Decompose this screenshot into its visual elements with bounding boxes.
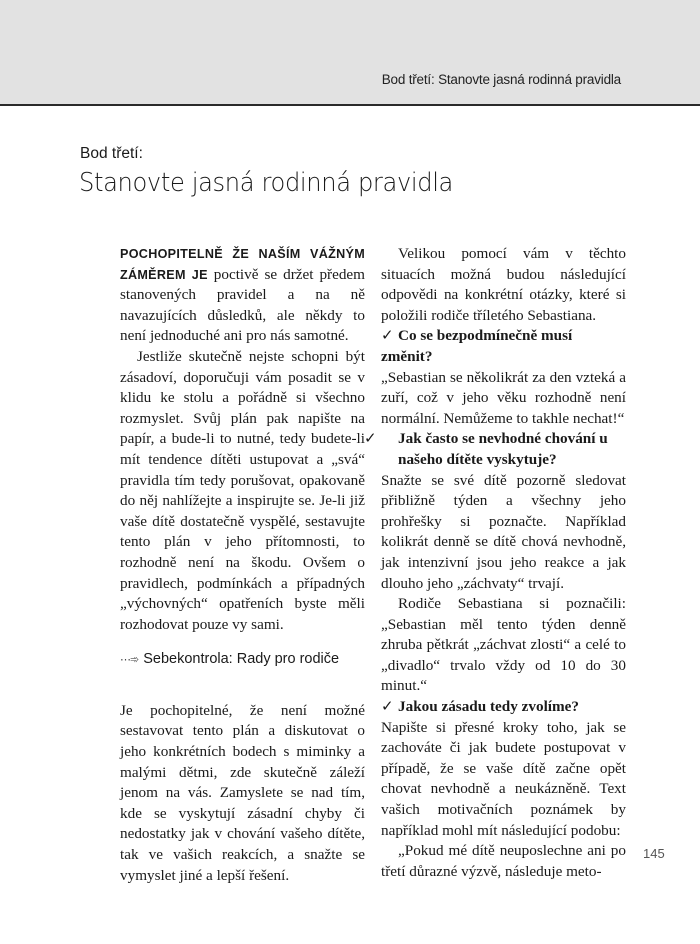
- paragraph-intro-text: poctivě se držet předem stanovených pravidel a na ně navazujících důsledků, ale někdy to není jednoduché ani pro nás samotné.: [120, 265, 365, 345]
- paragraph-questions-intro: Velikou pomocí vám v těchto situacích možná budou následující odpovědi na konkrétní otázky, které si položili rodiče tříletého Sebastiana.: [381, 245, 626, 324]
- answer-1: „Sebastian se několikrát za den vzteká a zuří, což v jeho věku rozhodně není normální. Nemůžeme to takhle nechat!“: [381, 368, 626, 427]
- running-header-band: [0, 0, 700, 106]
- answer-3: Napište si přesné kroky toho, jak se zachováte či jak budete postupovat v případě, že se vaše dítě začne opět chovat nevhodně a neukázněně. Text vašich motivačních poznámek by například mohl mít následující podobu:: [381, 718, 626, 839]
- left-column: [120, 244, 365, 886]
- lead-in-smallcaps: POCHOPITELNĚ ŽE NAŠÍM VÁŽNÝM ZÁMĚREM JE: [120, 247, 365, 282]
- chapter-kicker: Bod třetí:: [80, 145, 143, 162]
- paragraph-intro: [120, 244, 365, 347]
- running-head: Bod třetí: Stanovte jasná rodinná pravidla: [381, 72, 621, 87]
- checkmark-icon: ✓: [364, 430, 377, 448]
- page-number: 145: [643, 846, 665, 861]
- chapter-title: Stanovte jasná rodinná pravidla: [79, 168, 453, 198]
- paragraph-small-children: Je pochopitelné, že není možné sestavovat tento plán a diskutovat o jeho konkrétních bodech s miminky a malými dětmi, zde skutečně záleží jenom na vás. Zamyslete se nad tím, kde se vyskytují zásadní chyby či nedostatky jak v chování vašeho dítěte, tak ve vašich reakcích, a snažte se vymyslet jiné a lepší řešení.: [120, 701, 365, 884]
- subheading-self-control: [120, 649, 365, 671]
- question-1: [381, 326, 626, 367]
- question-2: [364, 429, 626, 470]
- answer-3-example: „Pokud mé dítě neuposlechne ani po třetí důrazné výzvě, následuje meto-: [381, 842, 626, 880]
- answer-2: Snažte se své dítě pozorně sledovat přibližně týden a všechny jeho prohřešky si poznačte. Například kolikrát denně se dítě chová nevhodně, jak intenzivní jsou jeho reakce a jak dlouho jeho „záchvaty“ trvají.: [381, 471, 626, 592]
- checkmark-icon: ✓: [381, 327, 394, 345]
- right-column: [364, 244, 626, 882]
- answer-2-example: Rodiče Sebastiana si poznačili: „Sebastian měl tento týden denně zhruba pětkrát „záchvat zlosti“ a celé to „divadlo“ trvalo vždy od 10 do 30 minut.“: [381, 595, 626, 695]
- subheading-text: Sebekontrola: Rady pro rodiče: [143, 651, 340, 668]
- checkmark-icon: ✓: [381, 698, 394, 716]
- paragraph-plan: Jestliže skutečně nejste schopni být zásadoví, doporučuji vám posadit se v klidu ke stolu a pořádně si všechno rozmyslet. Svůj plán pak napište na papír, a bude-li to nutné, tedy budete-li mít tendence dítěti ustupovat a „svá“ pravidla tím tedy porušovat, opakovaně do něj nahlížejte a inspirujte se. Je-li již vaše dítě dostatečně vyspělé, sestavujte tento plán v jeho přítomnosti, to rozhodně není na škodu. Ovšem o pravidlech, podmínkách a případných „výchovných“ opatřeních byste měli rozhodovat pouze vy sami.: [120, 347, 365, 633]
- question-2-text: Jak často se nevhodné chování u našeho dítěte vyskytuje?: [398, 430, 608, 468]
- question-1-text: Co se bezpodmínečně musí změnit?: [381, 327, 573, 365]
- dotted-arrow-icon: ⋯➾: [120, 654, 139, 667]
- question-3: [381, 697, 626, 718]
- question-3-text: Jakou zásadu tedy zvolíme?: [398, 698, 579, 716]
